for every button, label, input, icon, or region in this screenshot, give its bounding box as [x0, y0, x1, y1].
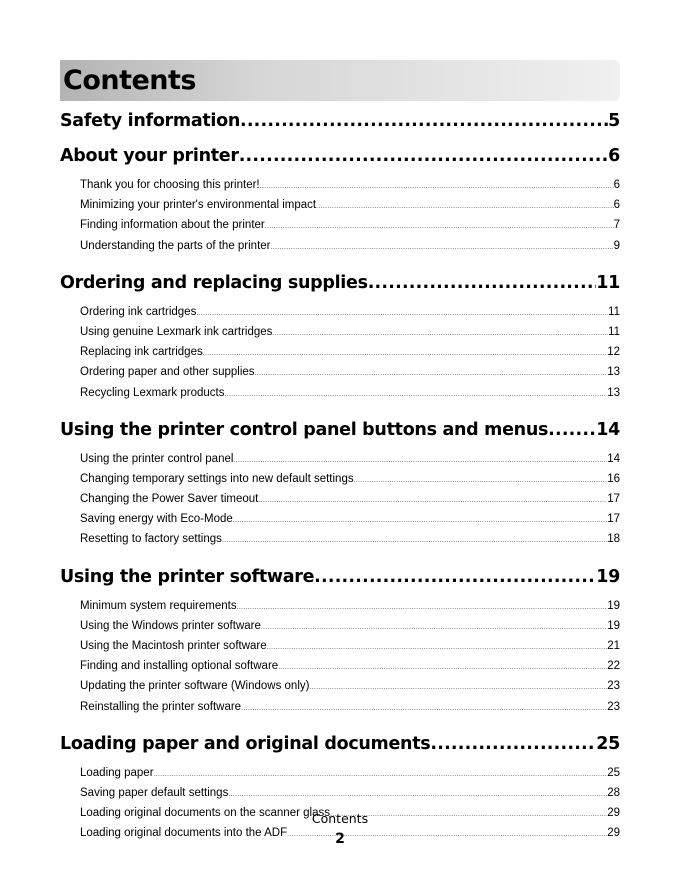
entry-page-number: 22 — [607, 660, 620, 673]
entry-title: Changing the Power Saver timeout — [80, 493, 259, 506]
toc-entry-link[interactable] — [80, 489, 620, 509]
chapter-page-number: 11 — [596, 272, 620, 293]
dot-leader — [237, 598, 608, 616]
dot-leader — [154, 765, 608, 783]
entry-page-number: 29 — [607, 827, 620, 840]
contents-banner — [60, 60, 620, 101]
entry-title: Ordering ink cartridges — [80, 305, 197, 318]
section-spacer — [60, 256, 620, 268]
toc-entry-link[interactable] — [80, 302, 620, 322]
chapter-title: Loading paper and original documents — [60, 733, 431, 754]
toc-entry-link[interactable] — [80, 656, 620, 676]
entry-title: Reinstalling the printer software — [80, 700, 242, 713]
entry-page-number: 17 — [607, 493, 620, 506]
entry-page-number: 13 — [607, 386, 620, 399]
section-spacer — [60, 550, 620, 562]
entry-title: Minimum system requirements — [80, 599, 237, 612]
chapter-title: Using the printer software — [60, 566, 315, 587]
dot-leader — [548, 415, 596, 445]
dot-leader — [196, 304, 608, 322]
toc-section — [60, 415, 620, 562]
chapter-page-number: 25 — [596, 733, 620, 754]
toc-entry-link[interactable] — [80, 636, 620, 656]
entry-page-number: 14 — [607, 452, 620, 465]
toc-entry-link[interactable] — [80, 596, 620, 616]
dot-leader — [267, 638, 608, 656]
chapter-title: Safety information — [60, 111, 240, 131]
entry-title: Understanding the parts of the printer — [80, 239, 271, 252]
entry-title: Using the printer control panel — [80, 452, 234, 465]
dot-leader — [261, 618, 607, 636]
entry-page-number: 23 — [607, 700, 620, 713]
entry-page-number: 11 — [608, 325, 620, 338]
entry-page-number: 16 — [607, 472, 620, 485]
toc-entry-link[interactable] — [80, 342, 620, 362]
page-title: Contents — [63, 65, 197, 96]
dot-leader — [354, 471, 608, 489]
dot-leader — [228, 785, 607, 803]
entry-page-number: 25 — [607, 766, 620, 779]
toc-chapter-link[interactable] — [60, 562, 620, 592]
entry-page-number: 18 — [607, 533, 620, 546]
entry-page-number: 13 — [607, 366, 620, 379]
toc-entry-link[interactable] — [80, 215, 620, 235]
dot-leader — [233, 451, 607, 469]
toc-entry-link[interactable] — [80, 469, 620, 489]
dot-leader — [272, 324, 608, 342]
toc-chapter-link[interactable] — [60, 415, 620, 445]
toc-entry-list — [60, 175, 620, 256]
entry-page-number: 6 — [613, 179, 620, 191]
chapter-page-number: 19 — [596, 566, 620, 587]
entry-title: Updating the printer software (Windows only) — [80, 680, 310, 693]
entry-page-number: 21 — [607, 640, 620, 652]
entry-page-number: 9 — [613, 239, 620, 252]
chapter-title: About your printer — [60, 146, 239, 166]
toc-entry-list — [60, 596, 620, 717]
toc-section — [60, 106, 620, 141]
dot-leader — [241, 699, 607, 717]
entry-page-number: 19 — [607, 599, 620, 612]
toc-entry-link[interactable] — [80, 529, 620, 549]
toc-entry-link[interactable] — [80, 616, 620, 636]
dot-leader — [271, 238, 614, 256]
toc-section — [60, 141, 620, 268]
entry-page-number: 29 — [607, 807, 620, 820]
entry-title: Changing temporary settings into new default settings — [80, 472, 354, 485]
toc-entry-link[interactable] — [80, 175, 620, 195]
dot-leader — [255, 364, 608, 382]
toc-entry-link[interactable] — [80, 383, 620, 403]
dot-leader — [203, 344, 607, 362]
page-number: 2 — [335, 831, 345, 847]
dot-leader — [368, 268, 597, 298]
toc-entry-link[interactable] — [80, 195, 620, 215]
dot-leader — [240, 106, 608, 136]
toc-chapter-link[interactable] — [60, 141, 620, 171]
toc-chapter-link[interactable] — [60, 106, 620, 136]
chapter-title: Using the printer control panel buttons and menus — [60, 419, 549, 440]
toc-entry-list — [60, 449, 620, 550]
toc-entry-link[interactable] — [80, 322, 620, 342]
entry-page-number: 6 — [613, 199, 620, 212]
entry-title: Using the Windows printer software — [80, 619, 261, 632]
entry-title: Recycling Lexmark products — [80, 386, 225, 399]
section-spacer — [60, 717, 620, 729]
entry-title: Using genuine Lexmark ink cartridges — [80, 325, 273, 338]
dot-leader — [258, 491, 607, 509]
dot-leader — [316, 197, 613, 215]
entry-title: Saving paper default settings — [80, 786, 229, 799]
toc-entry-link[interactable] — [80, 449, 620, 469]
entry-title: Ordering paper and other supplies — [80, 366, 255, 379]
section-spacer — [60, 403, 620, 415]
entry-title: Loading original documents on the scanner glass — [80, 807, 330, 820]
entry-title: Finding information about the printer — [80, 219, 265, 232]
entry-title: Thank you for choosing this printer! — [80, 179, 260, 191]
entry-title: Replacing ink cartridges — [80, 346, 203, 359]
entry-page-number: 28 — [607, 786, 620, 799]
toc-entry-link[interactable] — [80, 763, 620, 783]
dot-leader — [260, 177, 614, 195]
toc-entry-link[interactable] — [80, 676, 620, 696]
dot-leader — [239, 141, 608, 171]
dot-leader — [278, 658, 607, 676]
footer-label: Contents — [311, 811, 369, 826]
entry-title: Finding and installing optional software — [80, 660, 279, 673]
toc-section — [60, 268, 620, 415]
entry-title: Saving energy with Eco-Mode — [80, 513, 233, 526]
entry-page-number: 12 — [607, 346, 620, 359]
toc-entry-link[interactable] — [80, 697, 620, 717]
entry-page-number: 19 — [607, 619, 620, 632]
chapter-page-number: 5 — [608, 111, 620, 131]
dot-leader — [224, 385, 607, 403]
dot-leader — [222, 531, 607, 549]
toc-entry-link[interactable] — [80, 362, 620, 382]
toc-entry-link[interactable] — [80, 783, 620, 803]
chapter-page-number: 14 — [596, 419, 620, 440]
chapter-page-number: 6 — [608, 146, 620, 166]
dot-leader — [314, 562, 596, 592]
entry-page-number: 11 — [608, 305, 620, 318]
entry-title: Resetting to factory settings — [80, 533, 222, 546]
entry-page-number: 7 — [613, 219, 620, 232]
dot-leader — [265, 217, 614, 235]
dot-leader — [309, 678, 607, 696]
entry-title: Using the Macintosh printer software — [80, 640, 267, 652]
toc-entry-link[interactable] — [80, 509, 620, 529]
entry-page-number: 23 — [607, 680, 620, 693]
page-footer — [0, 810, 680, 850]
entry-title: Minimizing your printer's environmental impact — [80, 199, 317, 212]
toc-entry-link[interactable] — [80, 236, 620, 256]
dot-leader — [233, 511, 607, 529]
entry-page-number: 17 — [607, 513, 620, 526]
table-of-contents — [60, 106, 620, 844]
chapter-title: Ordering and replacing supplies — [60, 272, 368, 293]
entry-title: Loading paper — [80, 766, 154, 779]
toc-chapter-link[interactable] — [60, 268, 620, 298]
dot-leader — [430, 729, 596, 759]
entry-title: Loading original documents into the ADF — [80, 827, 288, 840]
toc-chapter-link[interactable] — [60, 729, 620, 759]
toc-section — [60, 562, 620, 729]
toc-entry-list — [60, 302, 620, 403]
